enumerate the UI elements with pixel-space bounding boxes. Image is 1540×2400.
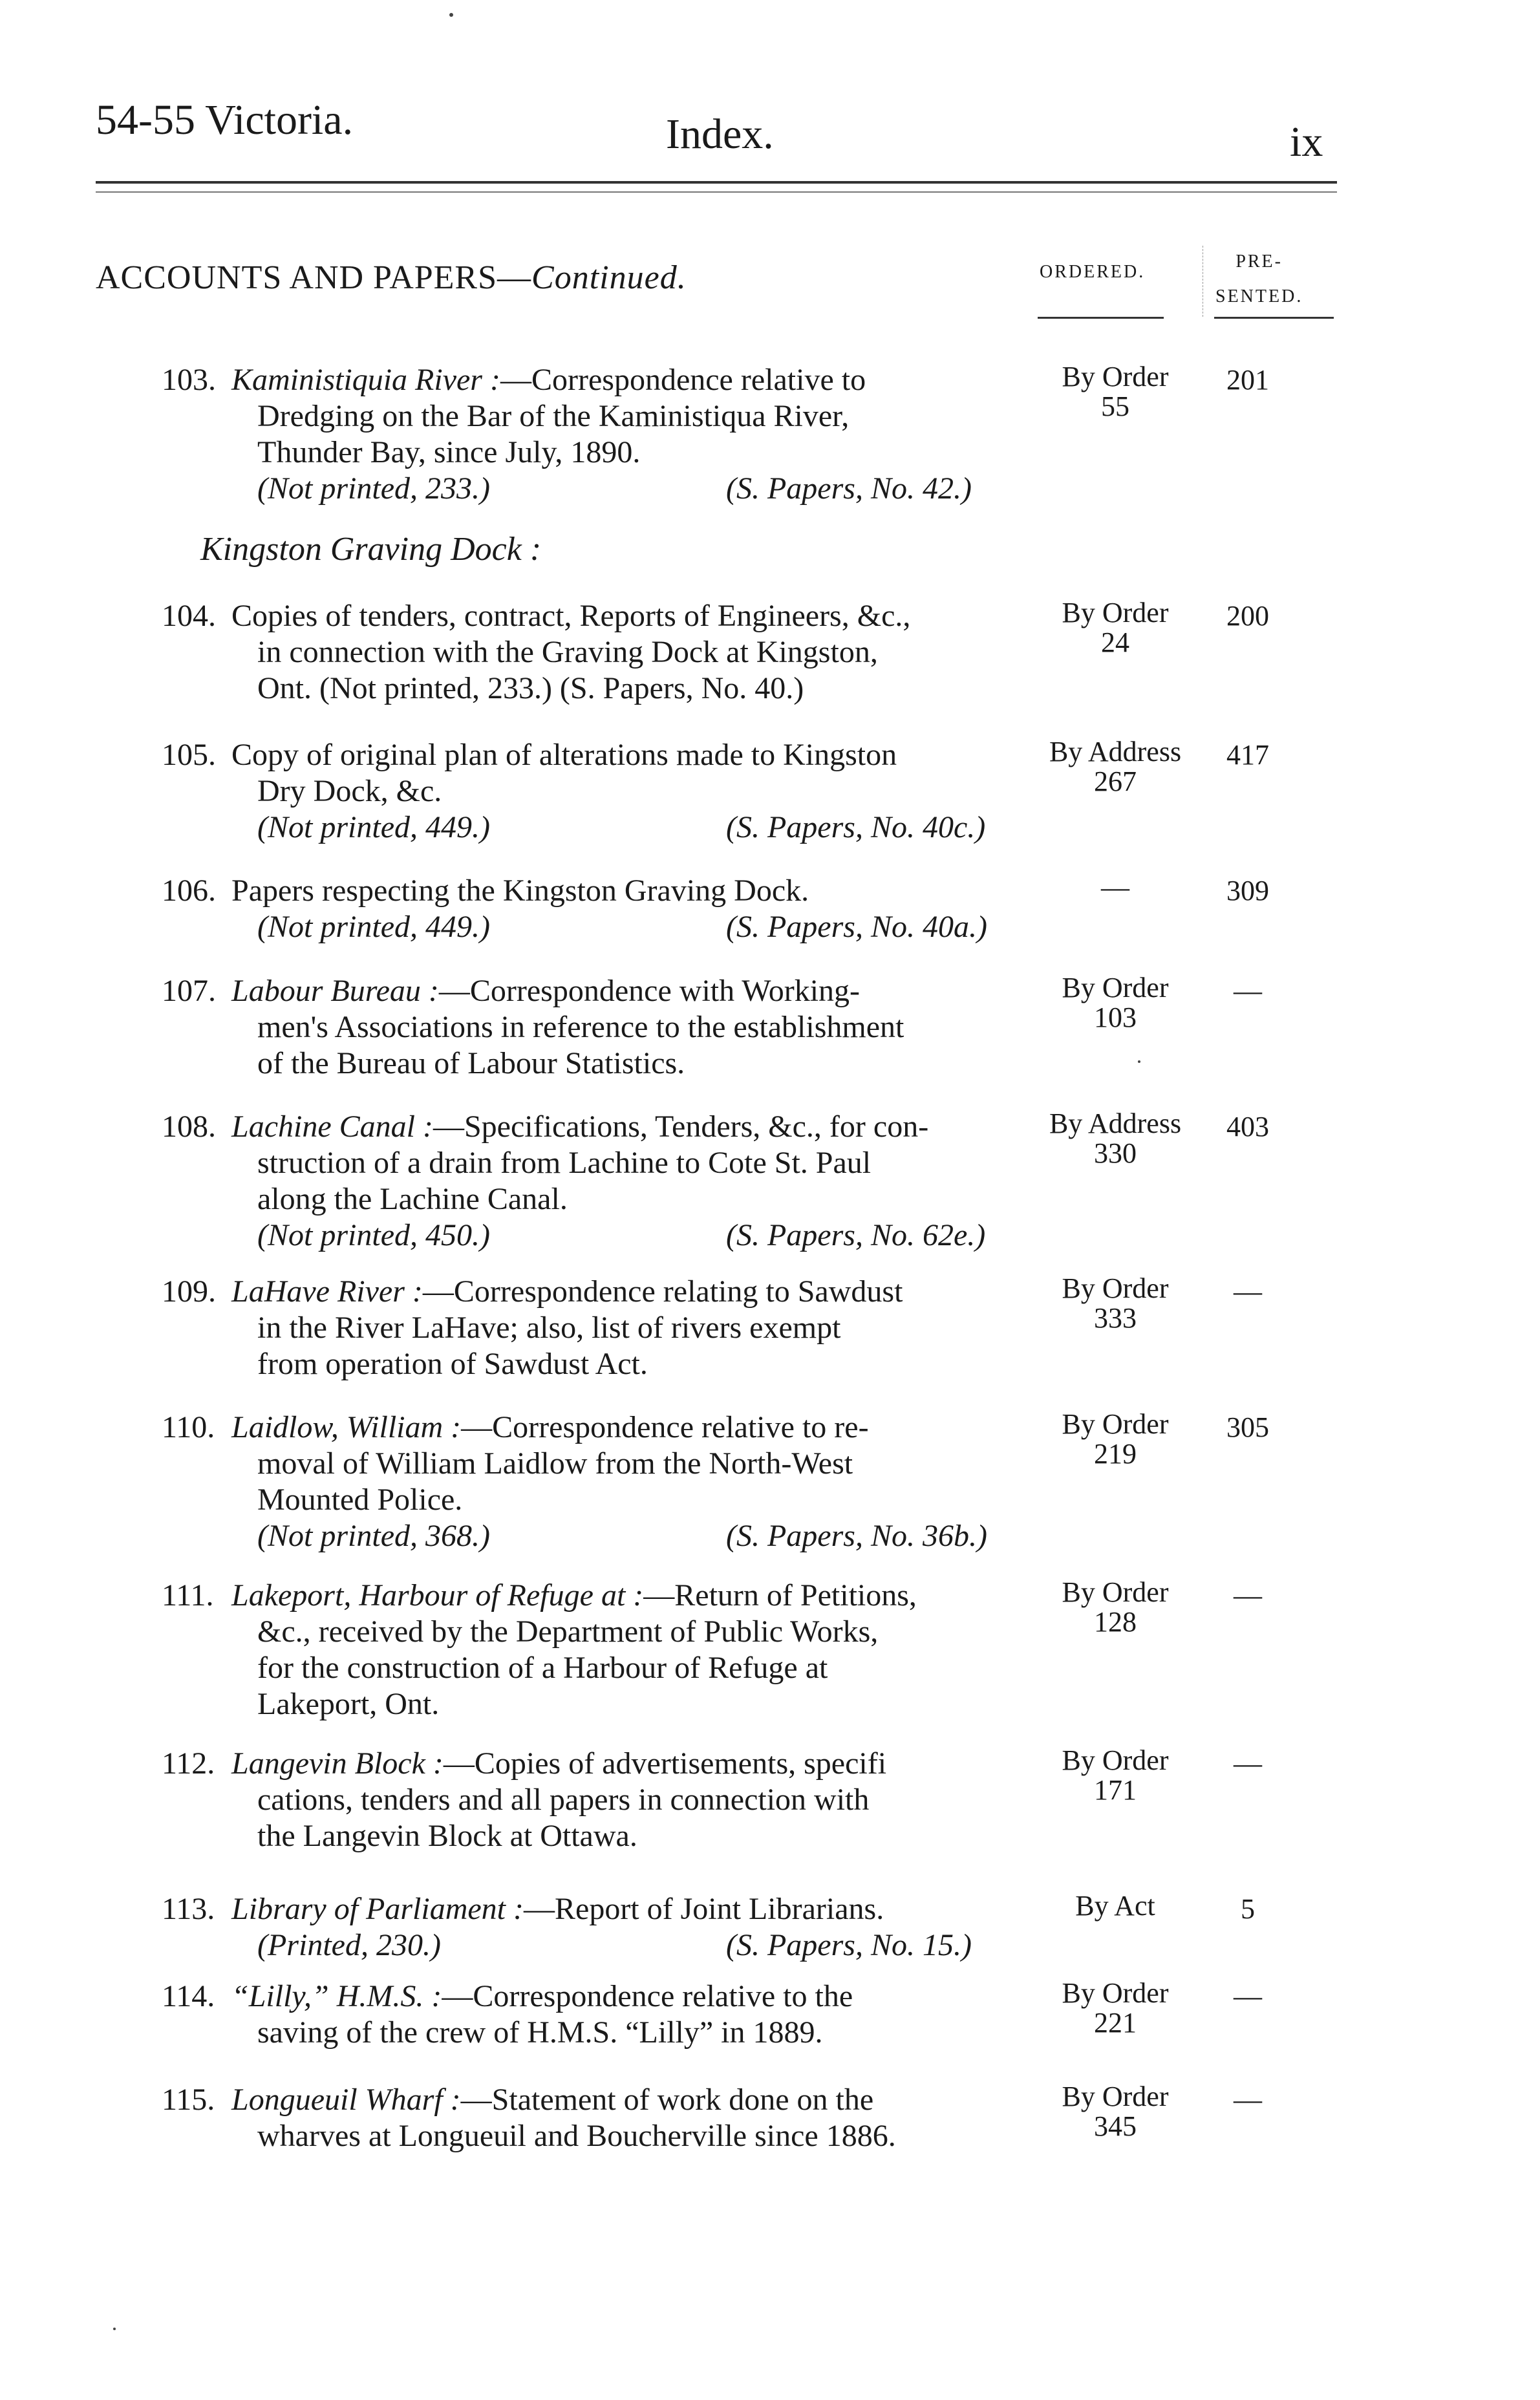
entry-line	[231, 1746, 1046, 1782]
entry-reference	[231, 1518, 1046, 1554]
entry-ordered	[1041, 1978, 1190, 2038]
entry-line	[231, 1482, 1046, 1518]
entry-description: —Correspondence relative to	[500, 363, 866, 397]
entry-text	[231, 1578, 1046, 1722]
entry-description: Dry Dock, &c.	[257, 774, 442, 808]
entry-ordered	[1041, 1109, 1190, 1168]
entry-description: cations, tenders and all papers in connection with	[257, 1783, 870, 1817]
entry-description: struction of a drain from Lachine to Cote St. Paul	[257, 1146, 872, 1180]
entry-subject: Longueuil Wharf :	[231, 2083, 461, 2117]
entry-reference	[231, 909, 1046, 945]
entry-line	[231, 1009, 1046, 1045]
sessional-paper-ref: (S. Papers, No. 36b.)	[726, 1519, 987, 1553]
entry-description: of the Bureau of Labour Statistics.	[257, 1046, 685, 1080]
column-rule-presented	[1214, 317, 1334, 319]
entry-description: —Correspondence relative to the	[442, 1979, 853, 2013]
ordered-by: —	[1101, 872, 1129, 903]
ordered-by: By Order	[1062, 1408, 1169, 1440]
entry-subject: Lachine Canal :	[231, 1109, 433, 1144]
sessional-paper-ref: (S. Papers, No. 15.)	[726, 1928, 972, 1962]
entry-number: 107.	[162, 974, 216, 1008]
entry-line	[231, 1409, 1046, 1446]
column-heading-ordered: ORDERED.	[1040, 262, 1146, 282]
entry-line	[231, 1346, 1046, 1382]
ordered-number: 333	[1094, 1302, 1137, 1334]
print-speck	[113, 2328, 116, 2330]
entry-text	[231, 973, 1046, 1082]
entry-description: in the River LaHave; also, list of rivers exempt	[257, 1311, 841, 1345]
entry-line	[231, 634, 1046, 670]
entry-description: —Specifications, Tenders, &c., for con-	[433, 1109, 929, 1144]
entry-presented: 417	[1226, 739, 1269, 771]
entry-number: 110.	[162, 1410, 215, 1444]
entry-text	[231, 873, 1046, 945]
entry-description: along the Lachine Canal.	[257, 1182, 568, 1216]
entry-text	[231, 1109, 1046, 1254]
ordered-by: By Order	[1062, 597, 1169, 628]
entry-text	[231, 1978, 1046, 2051]
entry-text	[231, 1274, 1046, 1382]
ordered-number: 221	[1094, 2007, 1137, 2039]
entry-description: in connection with the Graving Dock at Kingston,	[257, 635, 878, 669]
entry-ordered	[1041, 1746, 1190, 1805]
entry-line	[231, 2082, 1046, 2118]
entry-line	[231, 1782, 1046, 1818]
entry-number: 115.	[162, 2083, 215, 2117]
entry-subject: Kaministiquia River :	[231, 363, 500, 397]
column-heading-presented-line1: PRE-	[1235, 252, 1283, 272]
entry-line	[231, 1109, 1046, 1145]
ordered-number: 55	[1101, 391, 1129, 422]
section-title	[96, 259, 687, 297]
entry-description: Dredging on the Bar of the Kaministiqua River,	[257, 399, 850, 433]
entry-presented: 305	[1226, 1411, 1269, 1443]
entry-text	[231, 1409, 1046, 1554]
header-rule	[96, 181, 1337, 184]
entry-ordered	[1041, 873, 1190, 903]
entry-line	[231, 1891, 1046, 1927]
sessional-paper-ref: (S. Papers, No. 62e.)	[726, 1218, 986, 1252]
ordered-number: 267	[1094, 766, 1137, 797]
entry-description: wharves at Longueuil and Boucherville since 1886.	[257, 2119, 896, 2153]
printed-status: (Not printed, 233.)	[257, 471, 490, 506]
entry-presented: —	[1234, 2084, 1262, 2116]
entry-number: 109.	[162, 1274, 216, 1309]
entry-description: Lakeport, Ont.	[257, 1687, 440, 1721]
entry-text	[231, 737, 1046, 846]
entry-number: 111.	[162, 1578, 214, 1612]
entry-subject: Laidlow, William :	[231, 1410, 462, 1444]
entry-description: Mounted Police.	[257, 1483, 463, 1517]
entry-description: Thunder Bay, since July, 1890.	[257, 435, 641, 469]
entry-presented: —	[1234, 1276, 1262, 1307]
entry-line	[231, 1181, 1046, 1217]
entry-ordered	[1041, 1891, 1190, 1921]
entry-subject: Library of Parliament :	[231, 1892, 524, 1926]
ordered-by: By Order	[1062, 1272, 1169, 1304]
entry-line	[231, 1578, 1046, 1614]
entry-reference	[231, 1927, 1046, 1964]
ordered-by: By Act	[1075, 1890, 1155, 1922]
entry-description: Copies of tenders, contract, Reports of Engineers, &c.,	[231, 599, 911, 633]
entry-line	[231, 1274, 1046, 1310]
entry-presented: —	[1234, 1980, 1262, 2012]
entry-line	[231, 1614, 1046, 1650]
printed-status: (Printed, 230.)	[257, 1928, 441, 1962]
running-head-session: 54-55 Victoria.	[96, 96, 354, 144]
entry-reference	[231, 1217, 1046, 1254]
entry-number: 104.	[162, 599, 216, 633]
sessional-paper-ref: (S. Papers, No. 40a.)	[726, 910, 987, 944]
entry-ordered	[1041, 1409, 1190, 1469]
entry-line	[231, 1650, 1046, 1686]
entry-line	[231, 1978, 1046, 2015]
ordered-by: By Order	[1062, 972, 1169, 1003]
entry-number: 103.	[162, 363, 216, 397]
entry-subject: Labour Bureau :	[231, 974, 439, 1008]
entry-description: Papers respecting the Kingston Graving Dock.	[231, 873, 809, 908]
column-rule-ordered	[1038, 317, 1164, 319]
printed-status: (Not printed, 449.)	[257, 910, 490, 944]
entry-ordered	[1041, 362, 1190, 422]
printed-status: (Not printed, 450.)	[257, 1218, 490, 1252]
ordered-by: By Order	[1062, 361, 1169, 392]
entry-line	[231, 1446, 1046, 1482]
entry-description: moval of William Laidlow from the North-West	[257, 1446, 853, 1481]
entry-description: —Correspondence relative to re-	[461, 1410, 869, 1444]
entry-subject: “Lilly,” H.M.S. :	[231, 1979, 442, 2013]
entry-text	[231, 2082, 1046, 2154]
entry-line	[231, 873, 1046, 909]
entry-line	[231, 670, 1046, 707]
entry-number: 112.	[162, 1746, 215, 1781]
section-title-continued: Continued.	[531, 259, 687, 296]
ordered-by: By Address	[1049, 736, 1182, 767]
ordered-number: 171	[1094, 1774, 1137, 1806]
ordered-by: By Order	[1062, 1744, 1169, 1776]
entry-subject: Lakeport, Harbour of Refuge at :	[231, 1578, 644, 1612]
printed-status: (Not printed, 449.)	[257, 810, 490, 844]
column-heading-presented-line2: SENTED.	[1215, 286, 1303, 306]
print-speck	[449, 13, 453, 17]
column-heading-presented	[1215, 244, 1303, 314]
entry-description: men's Associations in reference to the establishment	[257, 1010, 904, 1044]
entry-presented: 201	[1226, 364, 1269, 396]
entry-description: —Return of Petitions,	[643, 1578, 917, 1612]
entry-line	[231, 2015, 1046, 2051]
entry-line	[231, 398, 1046, 434]
ordered-number: 24	[1101, 627, 1129, 658]
ordered-by: By Order	[1062, 1977, 1169, 2009]
entry-presented: 403	[1226, 1111, 1269, 1142]
header-rule-thin	[96, 191, 1337, 193]
entry-presented: 309	[1226, 875, 1269, 906]
entry-presented: —	[1234, 1748, 1262, 1779]
entry-number: 114.	[162, 1979, 215, 2013]
page-number: ix	[1290, 118, 1323, 166]
ordered-number: 103	[1094, 1002, 1137, 1033]
ordered-by: By Order	[1062, 1576, 1169, 1608]
entry-text	[231, 1891, 1046, 1964]
entry-line	[231, 362, 1046, 398]
entry-description: from operation of Sawdust Act.	[257, 1347, 648, 1381]
entry-presented: 5	[1241, 1893, 1255, 1925]
entry-description: Copy of original plan of alterations made to Kingston	[231, 738, 897, 772]
entry-subject: Langevin Block :	[231, 1746, 444, 1781]
ordered-by: By Order	[1062, 2081, 1169, 2112]
ordered-number: 128	[1094, 1606, 1137, 1638]
entry-line	[231, 737, 1046, 773]
entry-line	[231, 773, 1046, 809]
entry-description: Ont. (Not printed, 233.) (S. Papers, No. 40.)	[257, 671, 804, 705]
entry-line	[231, 598, 1046, 634]
entry-description: —Correspondence with Working-	[438, 974, 861, 1008]
entry-text	[231, 598, 1046, 707]
entry-description: —Statement of work done on the	[460, 2083, 874, 2117]
subheading-kingston: Kingston Graving Dock :	[200, 531, 542, 568]
entry-reference	[231, 809, 1046, 846]
entry-number: 113.	[162, 1892, 215, 1926]
entry-number: 106.	[162, 873, 216, 908]
entry-line	[231, 973, 1046, 1009]
entry-description: —Copies of advertisements, specifi	[443, 1746, 887, 1781]
entry-description: for the construction of a Harbour of Refuge at	[257, 1651, 828, 1685]
entry-line	[231, 1045, 1046, 1082]
entry-ordered	[1041, 2082, 1190, 2141]
entry-description: saving of the crew of H.M.S. “Lilly” in 1889.	[257, 2015, 823, 2050]
entry-line	[231, 434, 1046, 471]
entry-ordered	[1041, 598, 1190, 658]
ordered-number: 345	[1094, 2110, 1137, 2142]
entry-text	[231, 362, 1046, 507]
entry-description: the Langevin Block at Ottawa.	[257, 1819, 637, 1853]
entry-description: &c., received by the Department of Public Works,	[257, 1614, 879, 1649]
entry-line	[231, 1686, 1046, 1722]
entry-description: —Report of Joint Librarians.	[524, 1892, 884, 1926]
entry-reference	[231, 471, 1046, 507]
entry-subject: LaHave River :	[231, 1274, 423, 1309]
running-head-title: Index.	[666, 111, 774, 158]
entry-number: 108.	[162, 1109, 216, 1144]
entry-line	[231, 1818, 1046, 1854]
entry-line	[231, 2118, 1046, 2154]
entry-presented: 200	[1226, 600, 1269, 632]
entry-ordered	[1041, 737, 1190, 797]
printed-status: (Not printed, 368.)	[257, 1519, 490, 1553]
entry-text	[231, 1746, 1046, 1854]
section-title-main: ACCOUNTS AND PAPERS—	[96, 259, 532, 296]
entry-ordered	[1041, 1274, 1190, 1333]
ordered-number: 330	[1094, 1137, 1137, 1169]
entry-ordered	[1041, 973, 1190, 1033]
sessional-paper-ref: (S. Papers, No. 40c.)	[726, 810, 986, 844]
sessional-paper-ref: (S. Papers, No. 42.)	[726, 471, 972, 506]
entry-ordered	[1041, 1578, 1190, 1637]
ordered-number: 219	[1094, 1438, 1137, 1470]
entry-line	[231, 1310, 1046, 1346]
print-speck	[1138, 1060, 1140, 1063]
ordered-by: By Address	[1049, 1108, 1182, 1139]
entry-number: 105.	[162, 738, 216, 772]
entry-presented: —	[1234, 975, 1262, 1007]
entry-presented: —	[1234, 1580, 1262, 1611]
entry-description: —Correspondence relating to Sawdust	[422, 1274, 903, 1309]
entry-line	[231, 1145, 1046, 1181]
